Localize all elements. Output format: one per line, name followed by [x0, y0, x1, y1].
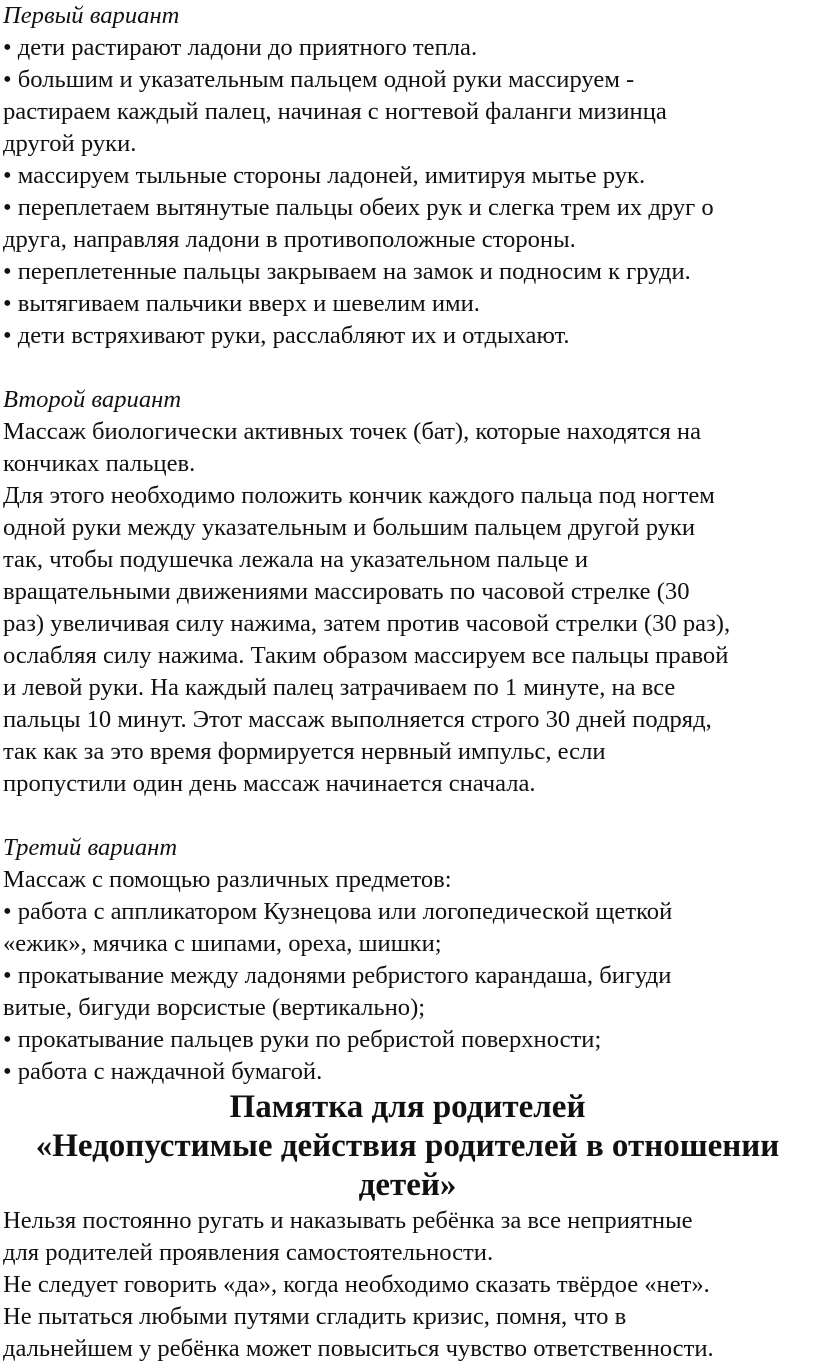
- memo-subtitle: «Недопустимые действия родителей в отношении: [35, 1128, 780, 1164]
- section-2-line: и левой руки. На каждый палец затрачиваем по 1 минуте, на все: [3, 674, 676, 701]
- section-heading-first-variant: Первый вариант: [3, 2, 180, 29]
- memo-line: дальнейшем у ребёнка может повыситься чувство ответственности.: [3, 1335, 714, 1362]
- section-1-line: • переплетенные пальцы закрываем на замок и подносим к груди.: [3, 258, 691, 285]
- section-1-line: • дети растирают ладони до приятного тепла.: [3, 34, 478, 61]
- section-3-line: • работа с наждачной бумагой.: [3, 1058, 323, 1085]
- section-1-line: • дети встряхивают руки, расслабляют их и отдыхают.: [3, 322, 570, 349]
- section-1-line: • массируем тыльные стороны ладоней, имитируя мытье рук.: [3, 162, 646, 189]
- section-2-line: пропустили один день массаж начинается сначала.: [3, 770, 536, 797]
- memo-title: Памятка для родителей: [229, 1089, 586, 1125]
- section-1-line: другой руки.: [3, 130, 137, 157]
- section-heading-second-variant: Второй вариант: [3, 386, 182, 413]
- section-2-line: пальцы 10 минут. Этот массаж выполняется строго 30 дней подряд,: [3, 706, 712, 733]
- section-2-line: Массаж биологически активных точек (бат), которые находятся на: [3, 418, 702, 445]
- section-3-line: • работа с аппликатором Кузнецова или логопедической щеткой: [3, 898, 673, 925]
- memo-subtitle: детей»: [358, 1167, 457, 1203]
- section-1-line: растираем каждый палец, начиная с ногтевой фаланги мизинца: [3, 98, 667, 125]
- section-3-line: • прокатывание между ладонями ребристого карандаша, бигуди: [3, 962, 672, 989]
- section-1-line: • большим и указательным пальцем одной руки массируем -: [3, 66, 635, 93]
- section-2-line: так, чтобы подушечка лежала на указательном пальце и: [3, 546, 588, 573]
- section-3-line: «ежик», мячика с шипами, ореха, шишки;: [3, 930, 442, 957]
- memo-line: для родителей проявления самостоятельности.: [3, 1239, 494, 1266]
- section-2-line: кончиках пальцев.: [3, 450, 196, 477]
- section-2-line: ослабляя силу нажима. Таким образом массируем все пальцы правой: [3, 642, 729, 669]
- paragraph-spacer: [3, 352, 812, 384]
- section-2-line: раз) увеличивая силу нажима, затем против часовой стрелки (30 раз),: [3, 610, 731, 637]
- section-2-line: вращательными движениями массировать по часовой стрелке (30: [3, 578, 690, 605]
- section-3-line: • прокатывание пальцев руки по ребристой поверхности;: [3, 1026, 602, 1053]
- section-1-line: друга, направляя ладони в противоположные стороны.: [3, 226, 576, 253]
- memo-line: Не пытаться любыми путями сгладить кризис, помня, что в: [3, 1303, 627, 1330]
- section-1-line: • вытягиваем пальчики вверх и шевелим ими.: [3, 290, 480, 317]
- section-1-line: • переплетаем вытянутые пальцы обеих рук и слегка трем их друг о: [3, 194, 714, 221]
- section-heading-third-variant: Третий вариант: [3, 834, 178, 861]
- section-3-line: витые, бигуди ворсистые (вертикально);: [3, 994, 426, 1021]
- section-2-line: одной руки между указательным и большим пальцем другой руки: [3, 514, 696, 541]
- section-2-line: так как за это время формируется нервный импульс, если: [3, 738, 606, 765]
- section-3-line: Массаж с помощью различных предметов:: [3, 866, 452, 893]
- section-2-line: Для этого необходимо положить кончик каждого пальца под ногтем: [3, 482, 715, 509]
- paragraph-spacer: [3, 800, 812, 832]
- memo-line: Нельзя постоянно ругать и наказывать ребёнка за все неприятные: [3, 1207, 693, 1234]
- memo-line: Не следует говорить «да», когда необходимо сказать твёрдое «нет».: [3, 1271, 710, 1298]
